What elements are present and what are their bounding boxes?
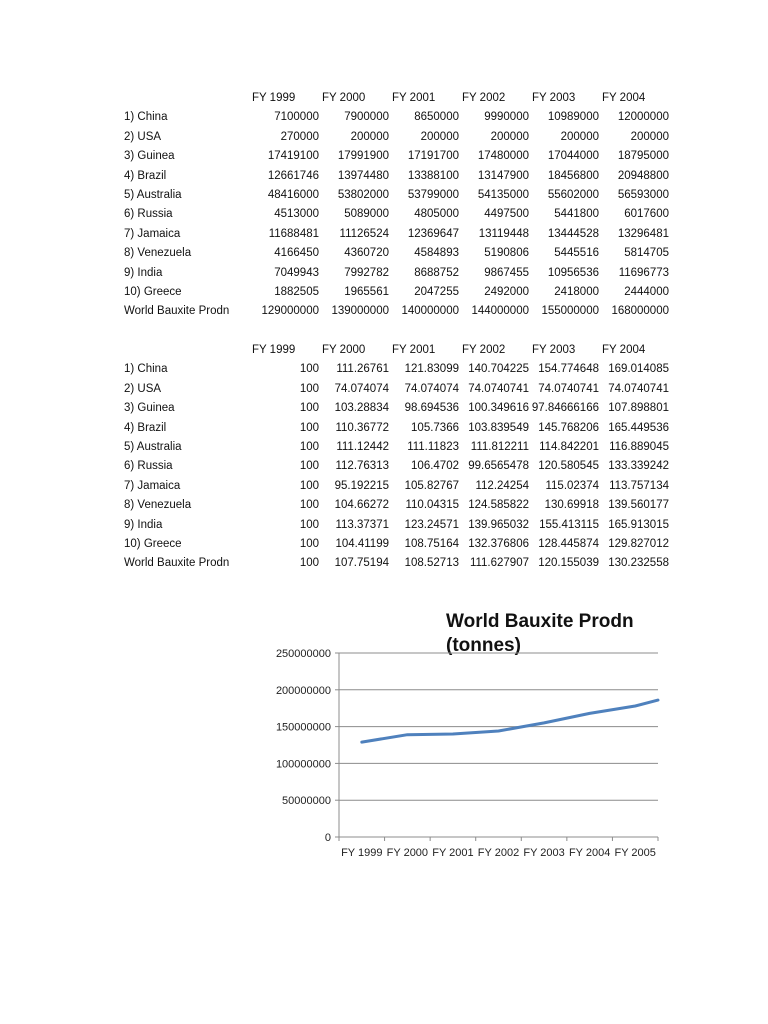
- value-cell: 8688752: [414, 266, 459, 279]
- value-cell: 270000: [280, 130, 319, 143]
- year-header: FY 2001: [392, 92, 436, 104]
- value-cell: 100: [299, 441, 319, 454]
- row-label: 5) Australia: [124, 189, 182, 202]
- x-tick-label: FY 2002: [477, 847, 520, 859]
- value-cell: 128.445874: [538, 538, 599, 551]
- value-cell: 53799000: [407, 189, 459, 202]
- value-cell: 11688481: [268, 227, 319, 240]
- value-cell: 100: [299, 421, 319, 434]
- x-tick-label: FY 1999: [341, 847, 383, 859]
- value-cell: 140000000: [401, 305, 459, 318]
- value-cell: 4166450: [274, 247, 319, 260]
- series-point: [452, 733, 454, 735]
- value-cell: 12369647: [407, 227, 459, 240]
- y-tick-label: 150000000: [275, 721, 331, 734]
- value-cell: 13974480: [337, 169, 389, 182]
- value-cell: 155000000: [541, 305, 599, 318]
- value-cell: 56593000: [617, 189, 669, 202]
- value-cell: 105.7366: [411, 421, 459, 434]
- value-cell: 115.02374: [545, 479, 599, 492]
- x-tick-label: FY 2000: [386, 847, 429, 859]
- value-cell: 140.704225: [468, 363, 529, 376]
- value-cell: 124.585822: [468, 499, 529, 512]
- value-cell: 100: [299, 460, 319, 473]
- value-cell: 2418000: [554, 286, 599, 299]
- series-point: [634, 705, 636, 707]
- value-cell: 7049943: [274, 266, 319, 279]
- value-cell: 7100000: [274, 111, 319, 124]
- value-cell: 144000000: [471, 305, 529, 318]
- value-cell: 5445516: [554, 247, 599, 260]
- value-cell: 1965561: [344, 286, 389, 299]
- value-cell: 154.774648: [538, 363, 599, 376]
- value-cell: 145.768206: [538, 421, 599, 434]
- value-cell: 111.812211: [470, 441, 529, 454]
- year-header: FY 1999: [252, 344, 296, 356]
- chart-title-line-1: World Bauxite Prodn: [446, 611, 634, 632]
- value-cell: 108.52713: [404, 557, 459, 570]
- value-cell: 12661746: [267, 169, 319, 182]
- value-cell: 55602000: [547, 189, 599, 202]
- value-cell: 155.413115: [539, 518, 599, 531]
- value-cell: 74.074074: [334, 382, 389, 395]
- value-cell: 100: [299, 402, 319, 415]
- y-tick-label: 200000000: [275, 684, 331, 697]
- row-label: World Bauxite Prodn: [124, 305, 230, 318]
- value-cell: 107.75194: [334, 557, 389, 570]
- year-header: FY 2001: [392, 344, 436, 356]
- y-tick-label: 50000000: [282, 795, 331, 808]
- series-point: [361, 741, 363, 743]
- value-cell: 110.04315: [405, 499, 459, 512]
- value-cell: 111.12442: [336, 441, 389, 454]
- value-cell: 100: [299, 538, 319, 551]
- row-label: 1) China: [124, 363, 168, 376]
- value-cell: 200000: [350, 130, 389, 143]
- year-header: FY 2004: [602, 92, 646, 104]
- value-cell: 17480000: [477, 150, 529, 163]
- value-cell: 74.0740741: [608, 382, 669, 395]
- value-cell: 168000000: [611, 305, 669, 318]
- value-cell: 123.24571: [404, 518, 459, 531]
- value-cell: 98.694536: [404, 402, 459, 415]
- value-cell: 110.36772: [335, 421, 389, 434]
- value-cell: 100: [299, 363, 319, 376]
- value-cell: 4513000: [274, 208, 319, 221]
- value-cell: 132.376806: [468, 538, 529, 551]
- value-cell: 114.842201: [539, 441, 599, 454]
- series-point: [657, 699, 659, 701]
- value-cell: 111.627907: [469, 557, 529, 570]
- value-cell: 20948800: [617, 169, 669, 182]
- value-cell: 107.898801: [608, 402, 669, 415]
- row-label: 6) Russia: [124, 460, 173, 473]
- row-label: 3) Guinea: [124, 402, 175, 415]
- row-label: 4) Brazil: [124, 169, 167, 182]
- value-cell: 100: [299, 557, 319, 570]
- year-header: FY 2000: [322, 344, 366, 356]
- value-cell: 113.37371: [335, 518, 389, 531]
- value-cell: 12000000: [617, 111, 669, 124]
- value-cell: 121.83099: [404, 363, 459, 376]
- value-cell: 11696773: [618, 266, 669, 279]
- value-cell: 95.192215: [334, 479, 389, 492]
- value-cell: 200000: [560, 130, 599, 143]
- value-cell: 13296481: [617, 227, 669, 240]
- x-tick-label: FY 2004: [568, 847, 611, 859]
- value-cell: 139000000: [331, 305, 389, 318]
- value-cell: 200000: [420, 130, 459, 143]
- value-cell: 120.580545: [538, 460, 599, 473]
- value-cell: 48416000: [267, 189, 319, 202]
- value-cell: 100: [299, 382, 319, 395]
- chart-title-line-2: (tonnes): [446, 635, 521, 656]
- year-header: FY 2002: [462, 344, 506, 356]
- value-cell: 104.41199: [335, 538, 389, 551]
- value-cell: 100: [299, 499, 319, 512]
- row-label: World Bauxite Prodn: [124, 557, 230, 570]
- value-cell: 17991900: [337, 150, 389, 163]
- value-cell: 74.074074: [404, 382, 459, 395]
- x-tick-label: FY 2001: [432, 847, 474, 859]
- value-cell: 130.232558: [608, 557, 669, 570]
- value-cell: 6017600: [624, 208, 669, 221]
- value-cell: 2444000: [624, 286, 669, 299]
- row-label: 7) Jamaica: [124, 227, 181, 240]
- value-cell: 169.014085: [608, 363, 669, 376]
- series-line: [362, 700, 658, 742]
- value-cell: 113.757134: [609, 479, 669, 492]
- series-point: [407, 734, 409, 736]
- value-cell: 130.69918: [544, 499, 599, 512]
- value-cell: 5190806: [484, 247, 529, 260]
- value-cell: 13444528: [547, 227, 599, 240]
- value-cell: 100: [299, 518, 319, 531]
- row-label: 4) Brazil: [124, 421, 167, 434]
- value-cell: 1882505: [274, 286, 319, 299]
- value-cell: 7992782: [344, 266, 389, 279]
- value-cell: 104.66272: [334, 499, 389, 512]
- value-cell: 106.4702: [411, 460, 459, 473]
- value-cell: 103.28834: [334, 402, 389, 415]
- y-tick-label: 0: [324, 832, 331, 844]
- year-header: FY 2000: [322, 92, 366, 104]
- x-tick-label: FY 2003: [523, 847, 565, 859]
- value-cell: 100: [299, 479, 319, 492]
- value-cell: 165.449536: [608, 421, 669, 434]
- value-cell: 5089000: [344, 208, 389, 221]
- value-cell: 111.11823: [407, 441, 459, 454]
- value-cell: 133.339242: [608, 460, 669, 473]
- value-cell: 17419100: [267, 150, 319, 163]
- value-cell: 108.75164: [404, 538, 459, 551]
- value-cell: 5814705: [624, 247, 669, 260]
- value-cell: 18795000: [617, 150, 669, 163]
- value-cell: 17191700: [407, 150, 459, 163]
- value-cell: 165.913015: [608, 518, 669, 531]
- series-point: [589, 713, 591, 715]
- value-cell: 139.965032: [468, 518, 529, 531]
- value-cell: 18456800: [547, 169, 599, 182]
- row-label: 9) India: [124, 518, 163, 531]
- value-cell: 9867455: [484, 266, 529, 279]
- value-cell: 10989000: [547, 111, 599, 124]
- value-cell: 99.6565478: [468, 460, 529, 473]
- value-cell: 139.560177: [608, 499, 669, 512]
- value-cell: 105.82767: [404, 479, 459, 492]
- row-label: 5) Australia: [124, 441, 182, 454]
- value-cell: 5441800: [554, 208, 599, 221]
- value-cell: 111.26761: [336, 363, 389, 376]
- year-header: FY 2003: [532, 92, 576, 104]
- row-label: 10) Greece: [124, 286, 182, 299]
- series-point: [498, 730, 500, 732]
- value-cell: 129.827012: [608, 538, 669, 551]
- year-header: FY 2003: [532, 344, 576, 356]
- row-label: 8) Venezuela: [124, 499, 192, 512]
- value-cell: 54135000: [477, 189, 529, 202]
- value-cell: 112.76313: [335, 460, 389, 473]
- row-label: 2) USA: [124, 382, 162, 395]
- row-label: 9) India: [124, 266, 163, 279]
- value-cell: 97.84666166: [531, 402, 599, 415]
- value-cell: 120.155039: [538, 557, 599, 570]
- value-cell: 112.24254: [475, 479, 529, 492]
- value-cell: 2492000: [484, 286, 529, 299]
- value-cell: 10956536: [547, 266, 599, 279]
- row-label: 3) Guinea: [124, 150, 175, 163]
- row-label: 7) Jamaica: [124, 479, 181, 492]
- value-cell: 13388100: [407, 169, 459, 182]
- value-cell: 11126524: [339, 227, 389, 240]
- value-cell: 4360720: [344, 247, 389, 260]
- value-cell: 116.889045: [609, 441, 669, 454]
- value-cell: 4497500: [484, 208, 529, 221]
- x-tick-label: FY 2005: [614, 847, 656, 859]
- row-label: 10) Greece: [124, 538, 182, 551]
- value-cell: 9990000: [484, 111, 529, 124]
- row-label: 2) USA: [124, 130, 162, 143]
- series-point: [543, 722, 545, 724]
- value-cell: 200000: [490, 130, 529, 143]
- value-cell: 74.0740741: [538, 382, 599, 395]
- year-header: FY 2004: [602, 344, 646, 356]
- value-cell: 2047255: [414, 286, 459, 299]
- y-tick-label: 100000000: [275, 758, 331, 771]
- row-label: 6) Russia: [124, 208, 173, 221]
- y-tick-label: 250000000: [275, 648, 331, 660]
- value-cell: 129000000: [261, 305, 319, 318]
- value-cell: 8650000: [414, 111, 459, 124]
- value-cell: 200000: [630, 130, 669, 143]
- value-cell: 4805000: [414, 208, 459, 221]
- value-cell: 103.839549: [468, 421, 529, 434]
- value-cell: 17044000: [547, 150, 599, 163]
- row-label: 1) China: [124, 111, 168, 124]
- row-label: 8) Venezuela: [124, 247, 192, 260]
- value-cell: 13147900: [477, 169, 529, 182]
- value-cell: 74.0740741: [468, 382, 529, 395]
- value-cell: 100.349616: [468, 402, 529, 415]
- year-header: FY 1999: [252, 92, 296, 104]
- value-cell: 53802000: [337, 189, 389, 202]
- value-cell: 13119448: [478, 227, 529, 240]
- value-cell: 4584893: [414, 247, 459, 260]
- year-header: FY 2002: [462, 92, 506, 104]
- value-cell: 7900000: [344, 111, 389, 124]
